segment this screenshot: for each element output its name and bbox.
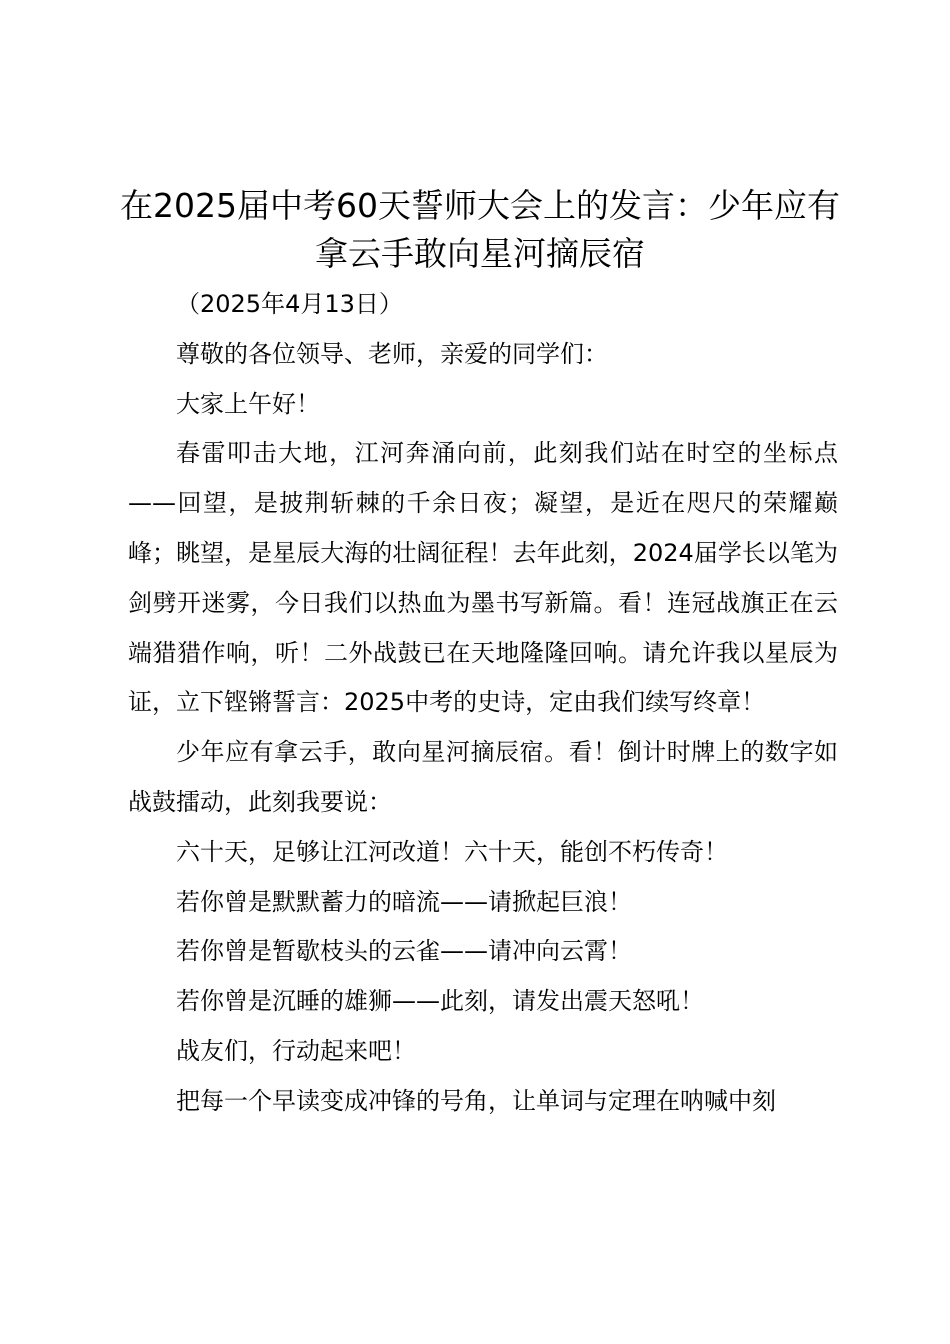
paragraph-salutation: 尊敬的各位领导、老师，亲爱的同学们： [176,339,608,368]
paragraph-lion: 若你曾是沉睡的雄狮——此刻，请发出震天怒吼！ [176,987,704,1016]
paragraph-countdown: 少年应有拿云手，敢向星河摘辰宿。看！倒计时牌上的数字如战鼓擂动，此刻我要说： [128,738,838,816]
speech-date: （2025年4月13日） [176,290,403,318]
paragraph-morning-reading: 把每一个早读变成冲锋的号角，让单词与定理在呐喊中刻 [176,1086,776,1115]
paragraph-greeting: 大家上午好！ [176,389,320,418]
paragraph-undercurrent: 若你曾是默默蓄力的暗流——请掀起巨浪！ [176,887,632,916]
paragraph-opening: 春雷叩击大地，江河奔涌向前，此刻我们站在时空的坐标点——回望，是披荆斩棘的千余日夜；凝望，是近在咫尺的荣耀巅峰；眺望，是星辰大海的壮阔征程！去年此刻，2024届学长以笔为剑劈开迷雾，今日我们以热血为墨书写新篇。看！连冠战旗正在云端猎猎作响，听！二外战鼓已在天地隆隆回响。请允许我以星辰为证，立下铿锵誓言：2025中考的史诗，定由我们续写终章！ [128,439,838,717]
document-title: 在2025届中考60天誓师大会上的发言：少年应有拿云手敢向星河摘辰宿 [120,186,840,273]
paragraph-sixty-days: 六十天，足够让江河改道！六十天，能创不朽传奇！ [176,837,728,866]
paragraph-skylark: 若你曾是暂歇枝头的云雀——请冲向云霄！ [176,937,632,966]
document-body [128,280,838,1127]
paragraph-call-to-action: 战友们，行动起来吧！ [176,1036,416,1065]
